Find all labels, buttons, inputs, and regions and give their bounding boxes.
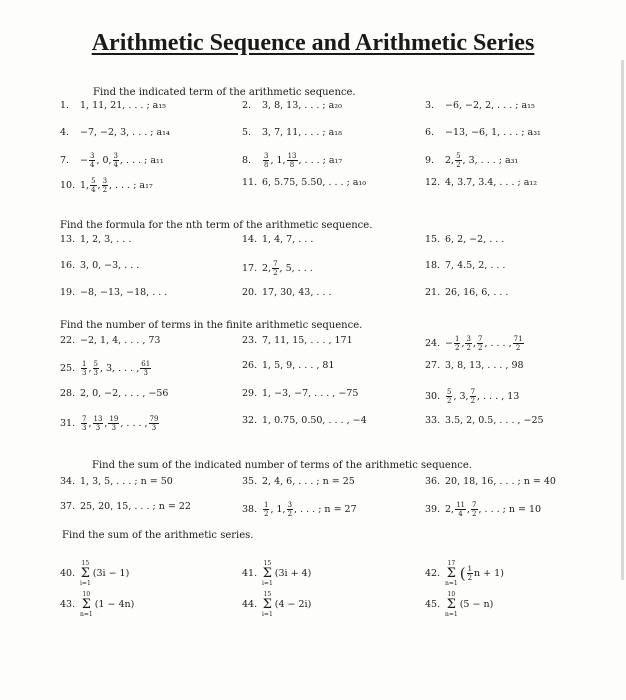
- fraction-numerator: 1: [454, 335, 460, 343]
- problem-number: 14.: [242, 234, 258, 245]
- problem-item: [242, 360, 335, 371]
- problem-text: 1, 2, 3, . . .: [80, 234, 132, 245]
- sigma-lower-limit: n=1: [445, 580, 458, 587]
- fraction-denominator: 8: [264, 161, 269, 169]
- problem-number: 45.: [425, 599, 441, 610]
- fraction: [477, 335, 483, 352]
- problem-item: [425, 476, 556, 487]
- problem-text: , . . . ; n = 10: [478, 504, 542, 515]
- fraction: [513, 335, 524, 352]
- fraction-denominator: 2: [515, 344, 521, 352]
- problem-item: [60, 127, 170, 138]
- fraction: [287, 152, 298, 169]
- problem-item: [242, 560, 311, 587]
- section4-heading: Find the sum of the indicated number of terms of the arithmetic sequence.: [92, 460, 472, 471]
- sigma-lower-limit: i=1: [262, 580, 273, 587]
- problem-text: −: [445, 338, 453, 349]
- fraction-denominator: 3: [111, 424, 117, 432]
- problem-text: 2, 0, −2, . . . , −56: [80, 388, 169, 399]
- problem-number: 13.: [60, 234, 76, 245]
- sigma-upper-limit: 15: [81, 560, 90, 567]
- problem-text: 26, 16, 6, . . .: [445, 287, 509, 298]
- fraction: [108, 415, 119, 432]
- problem-number: 29.: [242, 388, 258, 399]
- fraction-numerator: 1: [264, 501, 269, 509]
- problem-text: 1, 4, 7, . . .: [262, 234, 314, 245]
- fraction: [90, 177, 96, 194]
- problem-number: 22.: [60, 335, 76, 346]
- problem-text: , . . . , 13: [477, 391, 520, 402]
- problem-item: [425, 560, 504, 587]
- problem-text: 4, 3.7, 3.4, . . . ; a₁₂: [445, 177, 537, 188]
- sigma-symbol: Σ: [262, 597, 272, 612]
- sigma-expression: (5 − n): [459, 599, 494, 610]
- sigma-symbol: Σ: [80, 566, 90, 581]
- problem-item: [242, 476, 355, 487]
- problem-number: 28.: [60, 388, 76, 399]
- page-title: Arithmetic Sequence and Arithmetic Series: [91, 30, 535, 56]
- problem-text: ,: [472, 338, 476, 349]
- sigma-expression: (4 − 2i): [274, 599, 312, 610]
- problem-number: 38.: [242, 504, 258, 515]
- problem-number: 35.: [242, 476, 258, 487]
- fraction-numerator: 3: [113, 152, 119, 160]
- sigma-notation: [80, 560, 91, 587]
- problem-text: 1, 3, 5, . . . ; n = 50: [80, 476, 173, 487]
- problem-text: −: [80, 155, 88, 166]
- fraction-numerator: 3: [102, 177, 108, 185]
- problem-text: 2, 4, 6, . . . ; n = 25: [262, 476, 355, 487]
- problem-item: [60, 560, 129, 587]
- problem-number: 40.: [60, 568, 76, 579]
- sigma-expression: (3i + 4): [274, 568, 312, 579]
- problem-text: , . . . ; n = 27: [294, 504, 357, 515]
- fraction-numerator: 1: [467, 565, 473, 573]
- problem-text: , . . . ,: [120, 418, 148, 429]
- fraction: [272, 260, 278, 277]
- fraction-denominator: 2: [467, 574, 473, 582]
- problem-item: [60, 260, 139, 271]
- fraction-denominator: 3: [82, 424, 87, 432]
- fraction-denominator: 2: [454, 344, 460, 352]
- fraction-denominator: 3: [82, 369, 87, 377]
- problem-number: 41.: [242, 568, 258, 579]
- fraction: [102, 177, 108, 194]
- problem-number: 12.: [425, 177, 441, 188]
- fraction-numerator: 7: [82, 415, 87, 423]
- sigma-upper-limit: 17: [447, 560, 456, 567]
- problem-number: 39.: [425, 504, 441, 515]
- problem-item: [425, 234, 504, 245]
- sigma-upper-limit: 10: [82, 591, 91, 598]
- problem-item: [60, 591, 134, 618]
- problem-item: [425, 501, 541, 518]
- sigma-symbol: Σ: [81, 597, 91, 612]
- problem-item: [60, 476, 173, 487]
- problem-item: [60, 100, 166, 111]
- problem-text: 1,: [80, 180, 90, 191]
- problem-number: 34.: [60, 476, 76, 487]
- problem-number: 31.: [60, 418, 76, 429]
- problem-number: 20.: [242, 287, 258, 298]
- problem-text: ,: [461, 338, 465, 349]
- problem-item: [242, 177, 366, 188]
- problem-text: , . . . ; a₁₇: [109, 180, 153, 191]
- problem-item: [242, 501, 357, 518]
- problem-number: 27.: [425, 360, 441, 371]
- sigma-lower-limit: n=1: [80, 611, 93, 618]
- sigma-upper-limit: 15: [263, 560, 272, 567]
- sigma-lower-limit: i=1: [80, 580, 91, 587]
- problem-item: [60, 501, 191, 512]
- section3-heading: Find the number of terms in the finite arithmetic sequence.: [60, 320, 363, 331]
- problem-text: 3, 8, 13, . . . ; a₂₀: [262, 100, 342, 111]
- fraction-numerator: 61: [141, 360, 151, 368]
- fraction-denominator: 2: [456, 161, 461, 169]
- problem-item: [60, 415, 160, 432]
- problem-text: 1, 11, 21, . . . ; a₁₅: [80, 100, 166, 111]
- problem-text: , 0,: [96, 155, 112, 166]
- problem-number: 9.: [425, 155, 435, 166]
- fraction-denominator: 2: [472, 510, 477, 518]
- problem-number: 26.: [242, 360, 258, 371]
- fraction-denominator: 2: [273, 269, 278, 277]
- problem-item: [242, 415, 367, 426]
- fraction-numerator: 71: [513, 335, 523, 343]
- problem-item: [425, 127, 541, 138]
- sigma-expression: (3i − 1): [92, 568, 130, 579]
- fraction: [467, 565, 473, 582]
- problem-text: −2, 1, 4, . . . , 73: [80, 335, 161, 346]
- sigma-lower-limit: n=1: [445, 611, 458, 618]
- problem-item: [242, 335, 353, 346]
- problem-text: 7, 11, 15, . . . , 171: [262, 335, 353, 346]
- problem-text: , 5, . . .: [279, 263, 313, 274]
- problem-text: , 3, . . . ; a₃₁: [462, 155, 519, 166]
- fraction-numerator: 3: [264, 152, 269, 160]
- fraction-numerator: 1: [82, 360, 87, 368]
- sigma-symbol: Σ: [446, 566, 456, 581]
- problem-item: [242, 287, 331, 298]
- fraction: [89, 152, 95, 169]
- fraction: [140, 360, 151, 377]
- fraction: [81, 360, 87, 377]
- fraction-denominator: 2: [447, 397, 452, 405]
- fraction: [263, 152, 269, 169]
- fraction-numerator: 11: [456, 501, 465, 509]
- problem-item: [60, 388, 168, 399]
- fraction-numerator: 7: [472, 501, 477, 509]
- problem-number: 24.: [425, 338, 441, 349]
- problem-number: 23.: [242, 335, 258, 346]
- sigma-upper-limit: 10: [447, 591, 456, 598]
- problem-number: 2.: [242, 100, 252, 111]
- problem-item: [60, 287, 167, 298]
- fraction-denominator: 4: [89, 161, 95, 169]
- sigma-notation: [445, 560, 458, 587]
- fraction-denominator: 2: [102, 186, 108, 194]
- fraction-numerator: 79: [149, 415, 159, 423]
- problem-number: 3.: [425, 100, 435, 111]
- problem-item: [242, 234, 313, 245]
- problem-number: 21.: [425, 287, 441, 298]
- section2-heading: Find the formula for the nth term of the arithmetic sequence.: [60, 220, 373, 231]
- problem-item: [242, 591, 311, 618]
- fraction-denominator: 3: [93, 369, 98, 377]
- fraction-denominator: 3: [151, 424, 157, 432]
- fraction: [263, 501, 269, 518]
- section1-heading: Find the indicated term of the arithmetic sequence.: [93, 87, 356, 98]
- sigma-notation: [262, 591, 273, 618]
- problem-item: [242, 127, 342, 138]
- problem-item: [242, 100, 342, 111]
- problem-number: 25.: [60, 363, 76, 374]
- problem-text: 1, 0.75, 0.50, . . . , −4: [262, 415, 367, 426]
- problem-number: 33.: [425, 415, 441, 426]
- problem-item: [425, 360, 524, 371]
- problem-item: [60, 360, 152, 377]
- sigma-symbol: Σ: [446, 597, 456, 612]
- fraction-numerator: 5: [447, 388, 452, 396]
- problem-number: 19.: [60, 287, 76, 298]
- fraction: [113, 152, 119, 169]
- sigma-expression: n + 1): [474, 568, 504, 579]
- problem-number: 30.: [425, 391, 441, 402]
- scrollbar[interactable]: [621, 60, 624, 580]
- problem-item: [60, 152, 164, 169]
- sigma-upper-limit: 15: [263, 591, 272, 598]
- fraction-denominator: 3: [95, 424, 101, 432]
- fraction: [465, 335, 471, 352]
- fraction-numerator: 5: [93, 360, 98, 368]
- problem-text: 3.5, 2, 0.5, . . . , −25: [445, 415, 544, 426]
- problem-item: [60, 234, 131, 245]
- problem-text: ,: [97, 180, 101, 191]
- fraction-numerator: 19: [109, 415, 119, 423]
- fraction: [455, 152, 461, 169]
- fraction-denominator: 4: [113, 161, 119, 169]
- fraction: [149, 415, 160, 432]
- problem-number: 17.: [242, 263, 258, 274]
- problem-item: [242, 388, 358, 399]
- problem-item: [60, 335, 160, 346]
- problem-number: 4.: [60, 127, 70, 138]
- fraction: [287, 501, 293, 518]
- problem-text: 2,: [445, 155, 455, 166]
- fraction-numerator: 7: [477, 335, 483, 343]
- fraction: [93, 415, 104, 432]
- fraction-denominator: 4: [458, 510, 463, 518]
- fraction-numerator: 3: [466, 335, 471, 343]
- problem-text: , . . . ; a₁₇: [298, 155, 343, 166]
- problem-number: 11.: [242, 177, 258, 188]
- problem-text: ,: [467, 504, 471, 515]
- sigma-symbol: Σ: [262, 566, 272, 581]
- sigma-lower-limit: i=1: [262, 611, 273, 618]
- fraction-numerator: 7: [273, 260, 278, 268]
- fraction-numerator: 3: [287, 501, 293, 509]
- sigma-notation: [80, 591, 93, 618]
- fraction-denominator: 2: [477, 344, 483, 352]
- fraction-numerator: 5: [456, 152, 461, 160]
- problem-text: ,: [104, 418, 108, 429]
- problem-text: , 1,: [270, 504, 286, 515]
- problem-text: 3, 0, −3, . . .: [80, 260, 140, 271]
- fraction: [93, 360, 99, 377]
- problem-text: 2,: [445, 504, 455, 515]
- problem-number: 37.: [60, 501, 76, 512]
- fraction-denominator: 4: [91, 186, 96, 194]
- problem-item: [425, 100, 535, 111]
- fraction: [454, 335, 460, 352]
- problem-number: 42.: [425, 568, 441, 579]
- problem-text: 7, 4.5, 2, . . .: [445, 260, 506, 271]
- fraction-denominator: 8: [289, 161, 295, 169]
- problem-text: 3, 8, 13, . . . , 98: [445, 360, 524, 371]
- problem-number: 44.: [242, 599, 258, 610]
- fraction-numerator: 13: [93, 415, 103, 423]
- fraction: [470, 388, 476, 405]
- problem-number: 36.: [425, 476, 441, 487]
- sigma-notation: [262, 560, 273, 587]
- fraction: [455, 501, 466, 518]
- section5-heading: Find the sum of the arithmetic series.: [62, 530, 254, 541]
- problem-item: [242, 152, 342, 169]
- fraction-numerator: 7: [470, 388, 476, 396]
- problem-text: ,: [88, 363, 92, 374]
- problem-item: [425, 415, 544, 426]
- problem-text: , . . . ,: [484, 338, 512, 349]
- sigma-expression: (1 − 4n): [94, 599, 135, 610]
- sigma-notation: [445, 591, 458, 618]
- fraction: [81, 415, 87, 432]
- fraction-numerator: 3: [89, 152, 95, 160]
- problem-number: 16.: [60, 260, 76, 271]
- fraction-denominator: 2: [264, 510, 269, 518]
- problem-text: ,: [88, 418, 92, 429]
- fraction: [471, 501, 477, 518]
- problem-item: [425, 335, 525, 352]
- problem-text: , 3,: [453, 391, 469, 402]
- problem-item: [60, 177, 153, 194]
- problem-text: , 1,: [270, 155, 286, 166]
- problem-item: [425, 152, 518, 169]
- problem-item: [425, 177, 537, 188]
- problem-number: 18.: [425, 260, 441, 271]
- problem-number: 43.: [60, 599, 76, 610]
- problem-item: [425, 260, 505, 271]
- problem-text: 3, 7, 11, . . . ; a₁₈: [262, 127, 342, 138]
- problem-text: 25, 20, 15, . . . ; n = 22: [80, 501, 191, 512]
- problem-text: 6, 2, −2, . . .: [445, 234, 505, 245]
- problem-number: 5.: [242, 127, 252, 138]
- problem-number: 10.: [60, 180, 76, 191]
- problem-text: −13, −6, 1, . . . ; a₃₁: [445, 127, 541, 138]
- problem-number: 6.: [425, 127, 435, 138]
- problem-text: , . . . ; a₁₁: [120, 155, 164, 166]
- problem-number: 1.: [60, 100, 70, 111]
- problem-item: [425, 287, 508, 298]
- problem-text: 17, 30, 43, . . .: [262, 287, 332, 298]
- fraction-numerator: 13: [287, 152, 297, 160]
- problem-text: 6, 5.75, 5.50, . . . ; a₁₀: [262, 177, 367, 188]
- fraction-denominator: 3: [143, 369, 148, 377]
- problem-number: 7.: [60, 155, 70, 166]
- open-paren: (: [459, 564, 466, 583]
- problem-number: 15.: [425, 234, 441, 245]
- fraction-denominator: 2: [470, 397, 476, 405]
- problem-item: [242, 260, 313, 277]
- problem-item: [425, 591, 493, 618]
- problem-text: −7, −2, 3, . . . ; a₁₄: [80, 127, 170, 138]
- problem-text: 20, 18, 16, . . . ; n = 40: [445, 476, 556, 487]
- fraction-numerator: 5: [91, 177, 96, 185]
- problem-number: 8.: [242, 155, 252, 166]
- problem-text: 2,: [262, 263, 272, 274]
- fraction-denominator: 2: [287, 510, 293, 518]
- problem-text: 1, −3, −7, . . . , −75: [262, 388, 359, 399]
- problem-text: , 3, . . . ,: [99, 363, 140, 374]
- fraction: [446, 388, 452, 405]
- problem-text: 1, 5, 9, . . . , 81: [262, 360, 335, 371]
- problem-item: [425, 388, 519, 405]
- problem-number: 32.: [242, 415, 258, 426]
- problem-text: −6, −2, 2, . . . ; a₁₅: [445, 100, 535, 111]
- fraction-denominator: 2: [466, 344, 471, 352]
- problem-text: −8, −13, −18, . . .: [80, 287, 168, 298]
